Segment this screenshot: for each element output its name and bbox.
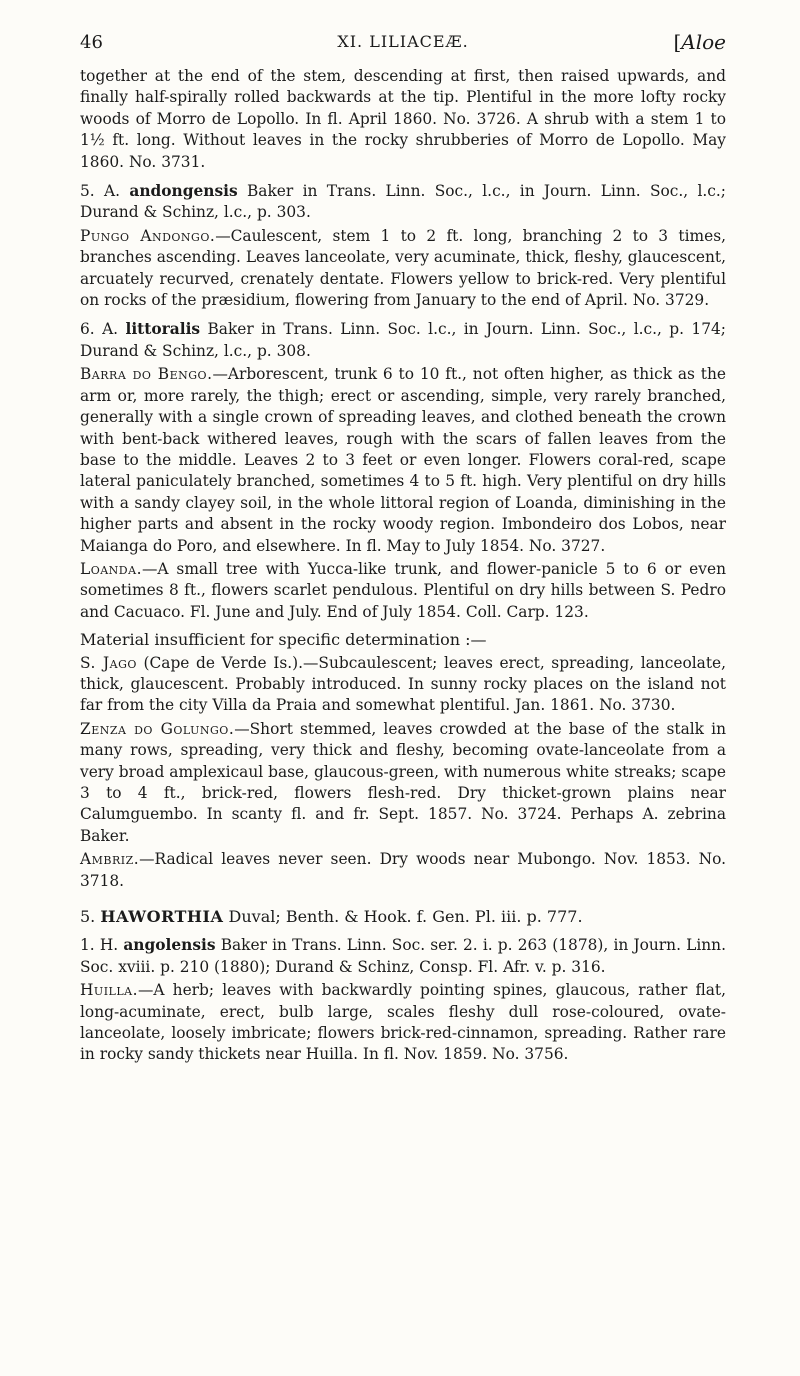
genus-haworthia: 5. HAWORTHIA Duval; Benth. & Hook. f. Gen. Pl. iii. p. 777. bbox=[80, 907, 583, 927]
species-littoralis: 6. A. littoralis Baker in Trans. Linn. Soc. l.c., in Journ. Linn. Soc., l.c., p. 174; Durand & Schinz, l.c., p. 308. bbox=[80, 320, 726, 360]
species-angolensis: 1. H. angolensis Baker in Trans. Linn. Soc. ser. 2. i. p. 263 (1878), in Journ. Linn. Soc. xviii. p. 210 (1880); Durand & Schinz, Consp. Fl. Afr. v. p. 316. bbox=[80, 936, 726, 976]
species-name: littoralis bbox=[125, 320, 201, 339]
page bbox=[80, 30, 726, 1068]
locality-barra-do-bengo: Barra do Bengo.—Arborescent, trunk 6 to 10 ft., not often higher, as thick as the arm or, more rarely, the thigh; erect or ascending, simple, very rarely branched, generally with a single crown of spreading leaves, and clothed beneath the crown with bent-back withered leaves, rough with the scars of fallen leaves from the base to the middle. Leaves 2 to 3 feet or even longer. Flowers coral-red, scape lateral paniculately branched, sometimes 4 to 5 ft. high. Very plentiful on dry hills with a sandy clayey soil, in the whole littoral region of Loanda, diminishing in the higher parts and absent in the rocky woody region. Imbondeiro dos Lobos, near Maianga do Poro, and elsewhere. In fl. May to July 1854. No. 3727. bbox=[80, 365, 726, 555]
paragraph-continuation: together at the end of the stem, descending at first, then raised upwards, and finally half-spirally rolled backwards at the tip. Plentiful in the more lofty rocky woods of Morro de Lopollo. In fl. April 1860. No. 3726. A shrub with a stem 1 to 1½ ft. long. Without leaves in the rocky shrubberies of Morro de Lopollo. May 1860. No. 3731. bbox=[80, 67, 726, 171]
family-heading: XI. LILIACEÆ. bbox=[337, 32, 469, 51]
species-andongensis: 5. A. andongensis Baker in Trans. Linn. Soc., l.c., in Journ. Linn. Soc., l.c.; Durand & Schinz, l.c., p. 303. bbox=[80, 182, 726, 222]
locality-loanda: Loanda.—A small tree with Yucca-like trunk, and flower-panicle 5 to 6 or even sometimes 8 ft., flowers scarlet pendulous. Plentiful on dry hills between S. Pedro and Cacuaco. Fl. June and July. End of July 1854. Coll. Carp. 123. bbox=[80, 559, 726, 621]
genus-heading: [Aloe bbox=[673, 30, 726, 54]
locality-zenza-do-golungo: Zenza do Golungo.—Short stemmed, leaves crowded at the base of the stalk in many rows, spreading, very thick and fleshy, becoming ovate-lanceolate from a very broad amplexicaul base, glaucous-green, with numerous white streaks; scape 3 to 4 ft., brick-red, flowers flesh-red. Dry thicket-grown plains near Calumguembo. In scanty fl. and fr. Sept. 1857. No. 3724. Perhaps A. zebrina Baker. bbox=[80, 719, 726, 845]
locality-s-jago: S. Jago (Cape de Verde Is.).—Subcaulescent; leaves erect, spreading, lanceolate, thick, glaucescent. Probably introduced. In sunny rocky places on the island not far from the city Villa da Praia and somewhat plentiful. Jan. 1861. No. 3730. bbox=[80, 653, 727, 715]
locality-ambriz: Ambriz.—Radical leaves never seen. Dry woods near Mubongo. Nov. 1853. No. 3718. bbox=[80, 850, 726, 890]
locality-pungo-andongo: Pungo Andongo.—Caulescent, stem 1 to 2 ft. long, branching 2 to 3 times, branches ascending. Leaves lanceolate, very acuminate, thick, fleshy, glaucescent, arcuately recurved, crenately dentate. Flowers yellow to brick-red. Very plentiful on rocks of the præsidium, flowering from January to the end of April. No. 3729. bbox=[80, 226, 726, 310]
page-number: 46 bbox=[80, 32, 103, 53]
material-heading: Material insufficient for specific determination :— bbox=[80, 630, 487, 650]
locality-huilla: Huilla.—A herb; leaves with backwardly pointing spines, glaucous, rather flat, long-acuminate, erect, bulb large, scales fleshy dull rose-coloured, ovate-lanceolate, loosely imbricate; flowers brick-red-cinnamon, spreading. Rather rare in rocky sandy thickets near Huilla. In fl. Nov. 1859. No. 3756. bbox=[80, 981, 726, 1064]
species-name: angolensis bbox=[123, 936, 216, 955]
running-header bbox=[80, 30, 726, 66]
species-name: andongensis bbox=[129, 182, 238, 201]
